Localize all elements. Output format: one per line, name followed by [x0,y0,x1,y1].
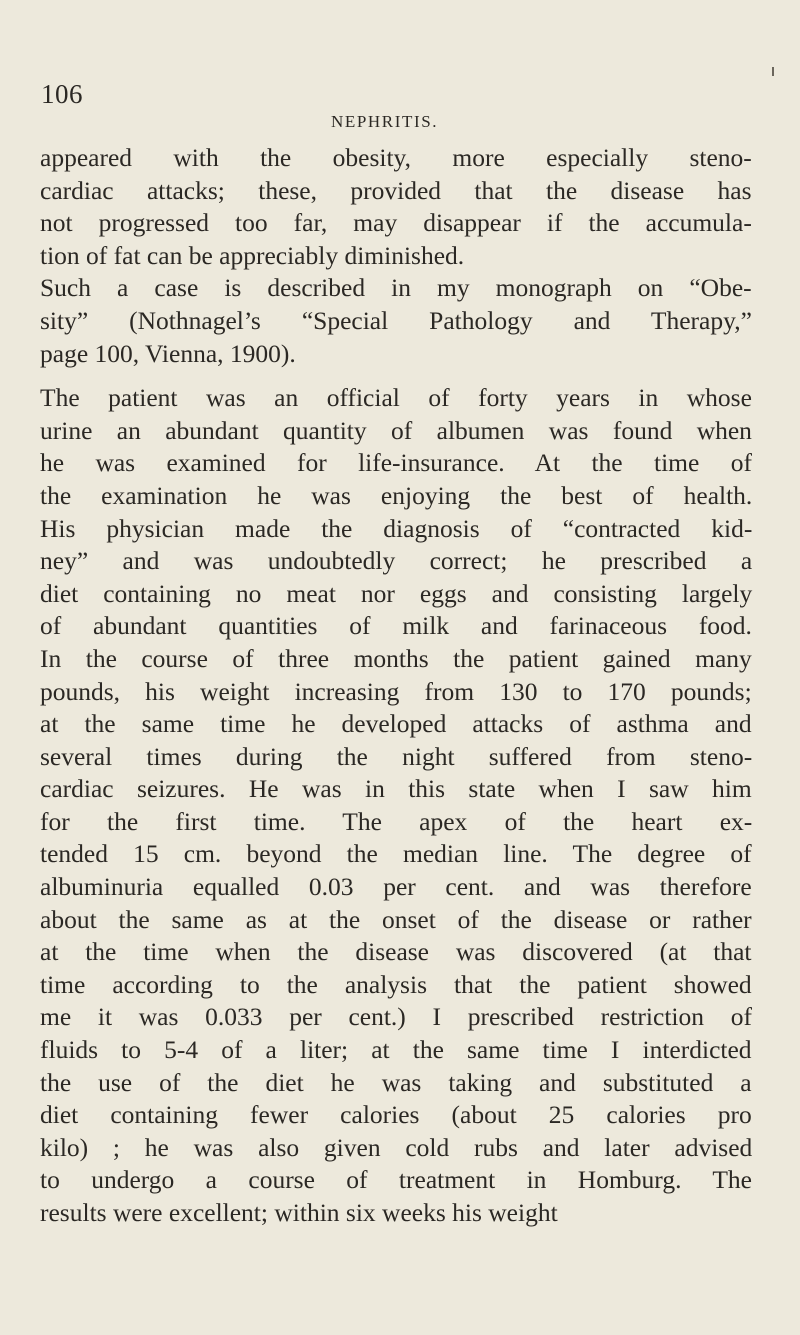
text-line: page 100, Vienna, 1900). [40,338,296,368]
text-line: His physician made the diagnosis of “contracted kid- [40,513,753,543]
text-line: he was examined for life-insurance. At the time of [40,448,752,478]
text-line: pounds, his weight increasing from 130 to 170 pounds; [40,676,752,706]
text-line: not progressed too far, may disappear if the accumula- [40,208,752,238]
paragraph [40,382,752,1229]
text-line: results were excellent; within six weeks his weight [40,1198,558,1227]
running-head: NEPHRITIS. [331,112,439,131]
paragraph [40,142,752,272]
text-line: cardiac attacks; these, provided that the disease has [40,175,752,205]
text-line: for the first time. The apex of the heart ex- [40,806,753,836]
text-line: tion of fat can be appreciably diminished. [40,240,465,270]
text-line: ney” and was undoubtedly correct; he prescribed a [40,546,753,576]
text-line: The patient was an official of forty years in whose [40,383,752,413]
text-line: of abundant quantities of milk and farinaceous food. [40,611,752,641]
text-line: at the same time he developed attacks of asthma and [40,709,752,739]
text-line: me it was 0.033 per cent.) I prescribed restriction of [40,1002,752,1032]
text-line: fluids to 5-4 of a liter; at the same time I interdicted [40,1035,752,1065]
text-line: In the course of three months the patient gained many [40,643,752,673]
text-line: Such a case is described in my monograph on “Obe- [40,273,752,303]
text-line: sity” (Nothnagel’s “Special Pathology and Therapy,” [40,305,752,335]
paragraph-gap [40,370,752,382]
text-line: about the same as at the onset of the disease or rather [40,904,752,934]
text-line: at the time when the disease was discovered (at that [40,937,752,967]
text-line: diet containing fewer calories (about 25 calories pro [40,1100,752,1130]
text-line: to undergo a course of treatment in Homburg. The [40,1165,753,1195]
text-line: appeared with the obesity, more especially steno- [40,143,752,172]
text-line: several times during the night suffered from steno- [40,741,753,771]
text-line: tended 15 cm. beyond the median line. The degree of [40,839,752,869]
body-text [40,142,752,1230]
text-line: the examination he was enjoying the best of health. [40,480,753,510]
scan-mark [772,67,774,76]
text-line: diet containing no meat nor eggs and consisting largely [40,578,753,608]
text-line: cardiac seizures. He was in this state when I saw him [40,774,752,804]
paragraph [40,272,752,370]
text-line: urine an abundant quantity of albumen was found when [40,415,752,445]
text-line: kilo) ; he was also given cold rubs and later advised [40,1132,753,1162]
text-line: albuminuria equalled 0.03 per cent. and was therefore [40,872,752,902]
text-line: time according to the analysis that the patient showed [40,969,752,999]
text-line: the use of the diet he was taking and substituted a [40,1067,752,1097]
page-number: 106 [41,79,83,109]
